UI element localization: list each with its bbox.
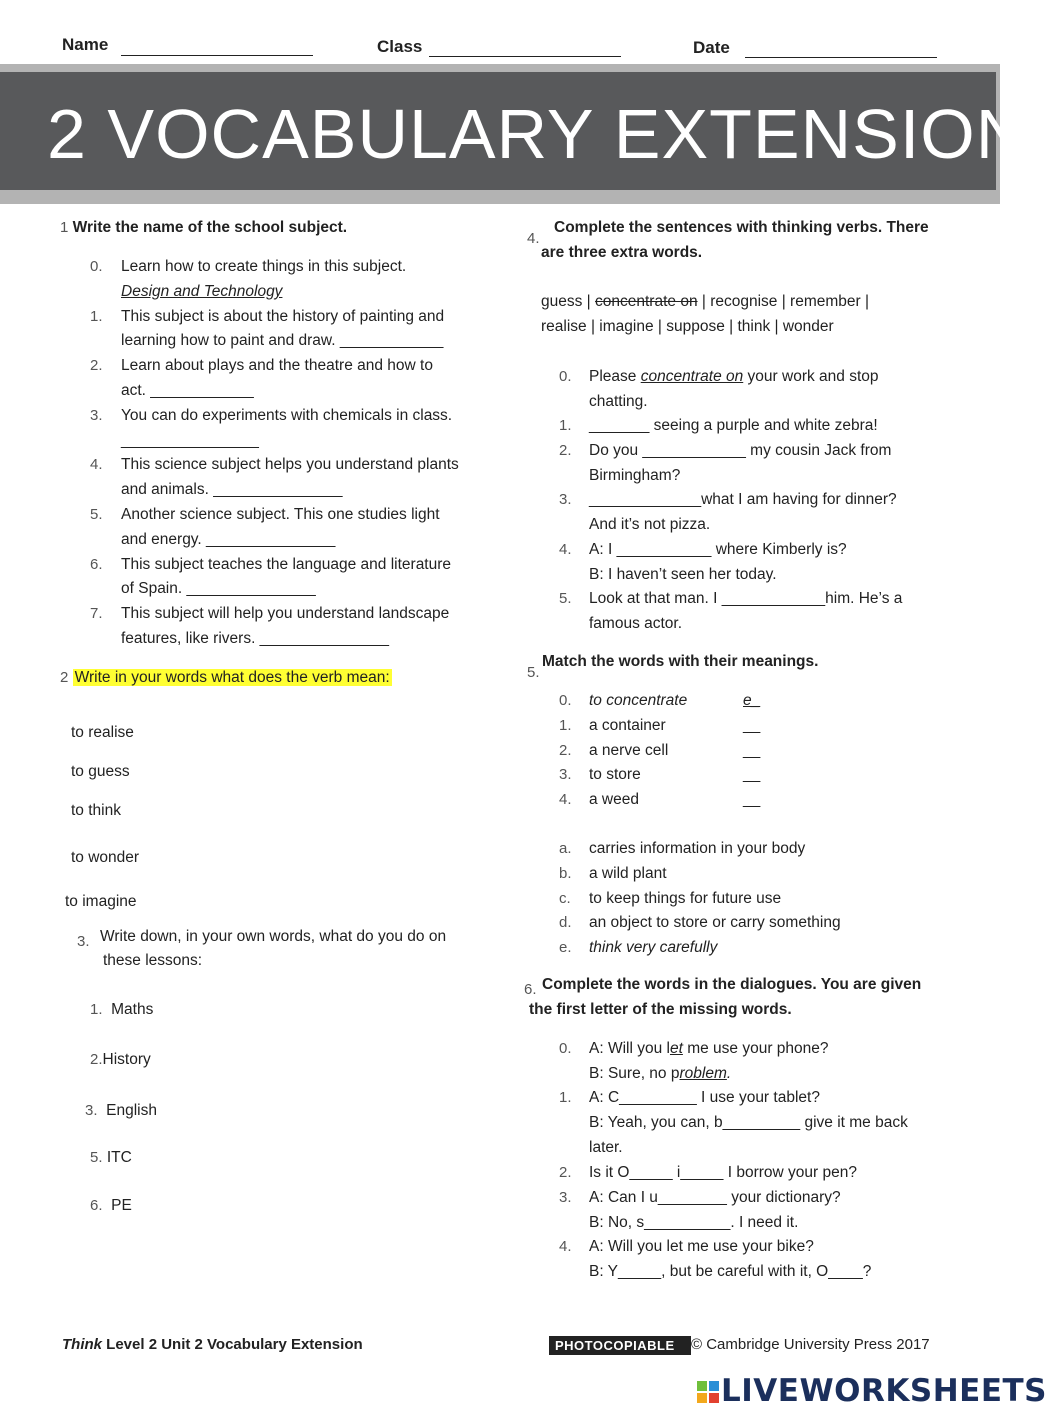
lesson-item: 2.History xyxy=(90,1051,151,1068)
question-line: This subject will help you understand landscape xyxy=(121,605,450,623)
item-letter: e. xyxy=(559,939,572,957)
sentence-line: _____________what I am having for dinner? xyxy=(589,491,897,508)
dialogue-line: A: Can I u________ your dictionary? xyxy=(589,1189,841,1206)
question-line: learning how to paint and draw. ____________ xyxy=(121,332,444,350)
dialogue-line: B: No, s__________. I need it. xyxy=(589,1213,799,1231)
item-number: 3. xyxy=(559,491,572,508)
exercise-instruction-line1: Complete the sentences with thinking verbs. There xyxy=(554,219,929,236)
footer-copyright: © Cambridge University Press 2017 xyxy=(691,1336,930,1353)
title-banner xyxy=(0,64,1028,204)
item-number: 2. xyxy=(559,442,572,459)
item-number: 0. xyxy=(90,258,103,275)
item-letter: d. xyxy=(559,914,572,932)
match-word: to concentrate xyxy=(589,692,688,709)
question-line: This subject teaches the language and literature xyxy=(121,555,452,573)
match-answer[interactable]: __ xyxy=(743,716,761,734)
item-number: 5. xyxy=(559,590,572,607)
question-line: features, like rivers. _______________ xyxy=(121,630,389,647)
exercise-instruction-line2: are three extra words. xyxy=(541,244,703,261)
match-word: to store xyxy=(589,766,641,784)
verb-item: to guess xyxy=(71,763,130,780)
question-line: ________________ xyxy=(121,431,259,449)
sentence-line: B: I haven’t seen her today. xyxy=(589,565,777,583)
question-line: of Spain. _______________ xyxy=(121,580,316,598)
exercise-instruction: Match the words with their meanings. xyxy=(542,653,819,670)
exercise-number: 4. xyxy=(527,230,540,247)
dialogue-line: B: Y_____, but be careful with it, O____? xyxy=(589,1262,872,1280)
meaning-text: to keep things for future use xyxy=(589,889,782,907)
example-answer: concentrate on xyxy=(640,368,744,385)
item-letter: a. xyxy=(559,840,572,857)
item-number: 1. xyxy=(559,1089,572,1106)
match-word: a weed xyxy=(589,791,639,809)
question-line: and animals. _______________ xyxy=(121,481,343,499)
item-number: 4. xyxy=(559,1238,572,1255)
item-letter: b. xyxy=(559,864,572,882)
item-number: 6. xyxy=(90,555,103,573)
item-number: 3. xyxy=(559,1189,572,1206)
dialogue-line: A: C_________ I use your tablet? xyxy=(589,1089,820,1106)
exercise-number: 3. xyxy=(77,933,90,950)
sentence-line: Birmingham? xyxy=(589,466,681,484)
word-bank-line2: realise | imagine | suppose | think | wonder xyxy=(541,318,834,335)
item-number: 4. xyxy=(559,791,572,809)
meaning-text: an object to store or carry something xyxy=(589,914,841,932)
sentence-line: Do you ____________ my cousin Jack from xyxy=(589,442,892,459)
verb-item: to think xyxy=(71,802,121,819)
match-answer[interactable]: __ xyxy=(743,791,761,809)
footer-source: Think Level 2 Unit 2 Vocabulary Extension xyxy=(62,1336,363,1353)
word-bank-line1: guess | concentrate on | recognise | remember | xyxy=(541,293,870,310)
question-line: You can do experiments with chemicals in class. xyxy=(121,406,453,424)
exercise-instruction-line1: Complete the words in the dialogues. You are given xyxy=(542,976,922,993)
dialogue-line: later. xyxy=(589,1138,623,1156)
match-answer[interactable]: __ xyxy=(743,741,761,759)
match-word: a container xyxy=(589,716,666,734)
exercise-number: 2 xyxy=(60,669,69,686)
question-line: Another science subject. This one studies light xyxy=(121,506,440,523)
item-number: 0. xyxy=(559,692,572,709)
match-answer[interactable]: e_ xyxy=(743,692,761,709)
item-letter: c. xyxy=(559,889,571,907)
example-answer: Design and Technology xyxy=(121,282,283,300)
exercise-number: 6. xyxy=(524,981,537,998)
item-number: 1. xyxy=(90,307,103,325)
sentence-line: famous actor. xyxy=(589,614,683,632)
item-number: 1. xyxy=(559,417,572,434)
name-label: Name xyxy=(62,35,109,54)
question-line: act. ____________ xyxy=(121,382,254,399)
item-number: 1. xyxy=(559,716,572,734)
meaning-text: a wild plant xyxy=(589,864,667,882)
question-line: and energy. _______________ xyxy=(121,530,336,548)
lesson-item: 5. ITC xyxy=(90,1149,132,1166)
exercise-instruction-line1: Write down, in your own words, what do you do on xyxy=(100,928,447,945)
class-label: Class xyxy=(377,37,423,56)
exercise-instruction: Write in your words what does the verb mean: xyxy=(74,669,390,686)
exercise-number: 1 xyxy=(60,219,69,236)
item-number: 3. xyxy=(90,406,103,424)
verb-item: to imagine xyxy=(65,893,137,910)
lesson-item: 1. Maths xyxy=(90,1001,154,1018)
sentence-line: A: I ___________ where Kimberly is? xyxy=(589,541,847,558)
item-number: 4. xyxy=(90,456,103,474)
question-line: Learn how to create things in this subject. xyxy=(121,258,407,275)
lesson-item: 6. PE xyxy=(90,1197,132,1214)
item-number: 4. xyxy=(559,541,572,558)
meaning-text: carries information in your body xyxy=(589,840,806,857)
meaning-text: think very carefully xyxy=(589,939,718,957)
item-number: 2. xyxy=(90,357,103,375)
item-number: 3. xyxy=(559,766,572,784)
liveworksheets-logo[interactable]: LIVEWORKSHEETS xyxy=(697,1373,1047,1409)
struck-word: concentrate on xyxy=(595,293,698,310)
date-field[interactable] xyxy=(745,40,937,58)
item-number: 5. xyxy=(90,506,103,523)
lesson-item: 3. English xyxy=(85,1102,157,1119)
example-line1: A: Will you let me use your phone? xyxy=(589,1040,829,1057)
sentence-line: Look at that man. I ____________him. He’s a xyxy=(589,590,903,607)
class-field[interactable] xyxy=(429,39,621,57)
example-item: 0. xyxy=(559,368,572,385)
verb-item: to realise xyxy=(71,724,134,741)
sentence-line: _______ seeing a purple and white zebra! xyxy=(589,417,878,434)
dialogue-line: Is it O_____ i_____ I borrow your pen? xyxy=(589,1164,857,1181)
date-label: Date xyxy=(693,38,730,57)
verb-item: to wonder xyxy=(71,849,140,866)
dialogue-line: A: Will you let me use your bike? xyxy=(589,1238,814,1255)
example-line2: B: Sure, no problem. xyxy=(589,1065,732,1082)
sentence-line: And it’s not pizza. xyxy=(589,515,711,533)
item-number: 7. xyxy=(90,605,103,623)
dialogue-line: B: Yeah, you can, b_________ give it me back xyxy=(589,1113,908,1131)
question-line: This subject is about the history of painting and xyxy=(121,307,445,325)
footer-badge: PHOTOCOPIABLE xyxy=(549,1336,691,1355)
question-line: Learn about plays and the theatre and how to xyxy=(121,357,433,375)
name-field[interactable] xyxy=(121,38,313,56)
exercise-instruction-line2: the first letter of the missing words. xyxy=(529,1001,792,1018)
page-title: 2 VOCABULARY EXTENSION xyxy=(47,95,1028,173)
match-answer[interactable]: __ xyxy=(743,766,761,784)
match-word: a nerve cell xyxy=(589,741,669,759)
exercise-instruction: Write the name of the school subject. xyxy=(72,219,348,236)
exercise-instruction-line2: these lessons: xyxy=(103,952,203,969)
logo-icon xyxy=(697,1381,719,1403)
exercise-number: 5. xyxy=(527,664,540,681)
item-number: 2. xyxy=(559,741,572,759)
item-number: 2. xyxy=(559,1164,572,1181)
question-line: This science subject helps you understand plants xyxy=(121,456,459,474)
